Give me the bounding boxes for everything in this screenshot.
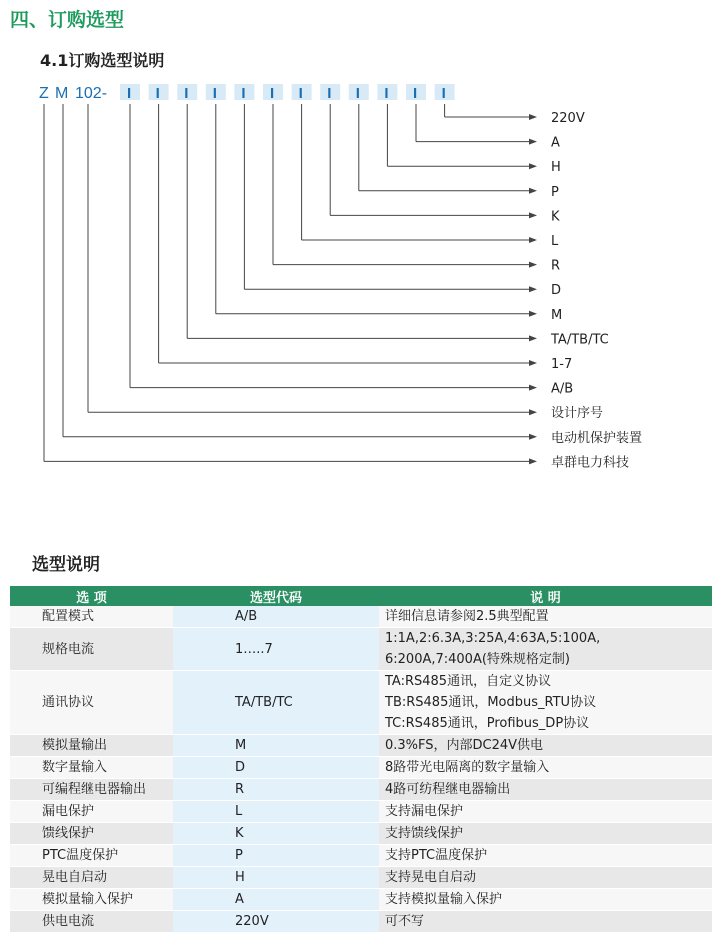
table-row <box>10 889 712 911</box>
code-prefix-0: Z <box>39 85 49 102</box>
code-cell: A <box>173 889 379 911</box>
description-line: TB:RS485通讯，Modbus_RTU协议 <box>385 695 597 710</box>
leader-arrow-2 <box>529 163 537 169</box>
code-cell: P <box>173 845 379 867</box>
description-line: 支持漏电保护 <box>385 804 464 819</box>
option-cell: 模拟量输出 <box>10 735 173 757</box>
option-cell: 晃电自启动 <box>10 867 173 889</box>
code-cell: D <box>173 757 379 779</box>
table-row <box>10 757 712 779</box>
table-row <box>10 911 712 933</box>
code-label-2: H <box>551 160 561 176</box>
leader-arrow-1 <box>529 139 537 145</box>
option-cell: 馈线保护 <box>10 823 173 845</box>
description-line: 支持PTC温度保护 <box>385 848 488 863</box>
option-cell: 供电电流 <box>10 911 173 933</box>
leader-arrow-6 <box>529 262 537 268</box>
option-cell: 漏电保护 <box>10 801 173 823</box>
leader-arrow-4 <box>529 212 537 218</box>
code-cell: L <box>173 801 379 823</box>
code-label-5: L <box>551 234 559 249</box>
leader-arrow-13 <box>529 434 537 440</box>
code-cell: TA/TB/TC <box>173 671 379 735</box>
description-line: 可不写 <box>385 914 425 929</box>
header-code: 选型代码 <box>173 586 379 606</box>
table-row <box>10 779 712 801</box>
description-line: TA:RS485通讯，自定义协议 <box>385 674 552 689</box>
code-label-13: 电动机保护装置 <box>551 430 643 446</box>
subheading: 4.1订购选型说明 <box>40 51 165 70</box>
description-cell <box>379 911 712 933</box>
leader-arrow-5 <box>529 237 537 243</box>
description-line: 详细信息请参阅2.5典型配置 <box>385 609 549 624</box>
description-line: 8路带光电隔离的数字量输入 <box>385 760 550 775</box>
code-cell: A/B <box>173 606 379 628</box>
table-row <box>10 845 712 867</box>
description-cell <box>379 801 712 823</box>
code-label-6: R <box>551 258 561 274</box>
code-slot-0: I <box>127 85 132 102</box>
code-prefix-1: M <box>55 85 69 102</box>
description-line: 支持馈线保护 <box>385 826 464 841</box>
description-line: 支持晃电自启动 <box>385 870 477 885</box>
code-label-14: 卓群电力科技 <box>551 455 630 471</box>
description-line: 0.3%FS，内部DC24V供电 <box>385 738 544 753</box>
section-heading: 四、订购选型 <box>10 9 125 31</box>
selection-table <box>10 586 712 933</box>
option-cell: 规格电流 <box>10 628 173 671</box>
header-option: 选 项 <box>10 586 173 606</box>
code-prefix-2: 102- <box>75 85 108 102</box>
code-slot-1: I <box>155 85 160 102</box>
code-slot-10: I <box>413 85 418 102</box>
leader-arrow-3 <box>529 188 537 194</box>
leader-arrow-11 <box>529 385 537 391</box>
description-cell <box>379 606 712 628</box>
description-cell <box>379 845 712 867</box>
code-label-4: K <box>551 209 560 225</box>
code-cell: 220V <box>173 911 379 933</box>
description-cell <box>379 867 712 889</box>
table-title: 选型说明 <box>32 555 100 575</box>
code-slot-11: I <box>441 85 446 102</box>
description-cell <box>379 757 712 779</box>
leader-arrow-14 <box>529 458 537 464</box>
code-label-8: M <box>551 307 563 323</box>
option-cell: 配置模式 <box>10 606 173 628</box>
code-label-1: A <box>551 135 560 151</box>
code-slot-8: I <box>355 85 360 102</box>
code-slot-7: I <box>327 85 332 102</box>
code-cell: H <box>173 867 379 889</box>
code-label-11: A/B <box>551 381 574 397</box>
description-line: TC:RS485通讯，Profibus_DP协议 <box>385 716 590 731</box>
table-row <box>10 735 712 757</box>
table-header-row <box>10 586 712 606</box>
table-row <box>10 628 712 671</box>
code-slot-2: I <box>184 85 189 102</box>
description-cell <box>379 779 712 801</box>
description-line: 4路可纺程继电器输出 <box>385 782 511 797</box>
option-cell: PTC温度保护 <box>10 845 173 867</box>
code-slot-9: I <box>384 85 389 102</box>
leader-arrow-0 <box>529 114 537 120</box>
description-line: 1:1A,2:6.3A,3:25A,4:63A,5:100A, <box>385 631 601 646</box>
leader-arrow-10 <box>529 360 537 366</box>
leader-arrow-7 <box>529 286 537 292</box>
code-cell: M <box>173 735 379 757</box>
code-slot-6: I <box>298 85 303 102</box>
code-slot-3: I <box>212 85 217 102</box>
leader-arrow-9 <box>529 335 537 341</box>
code-label-7: D <box>551 283 562 299</box>
code-slot-5: I <box>270 85 275 102</box>
description-cell <box>379 628 712 671</box>
table-row <box>10 867 712 889</box>
code-cell: K <box>173 823 379 845</box>
option-cell: 模拟量输入保护 <box>10 889 173 911</box>
code-label-0: 220V <box>551 111 585 126</box>
description-cell <box>379 823 712 845</box>
table-row <box>10 823 712 845</box>
code-cell: R <box>173 779 379 801</box>
header-description: 说 明 <box>379 586 712 606</box>
leader-arrow-12 <box>529 409 537 415</box>
code-label-10: 1-7 <box>551 357 573 372</box>
description-cell <box>379 889 712 911</box>
description-line: 6:200A,7:400A(特殊规格定制) <box>385 652 570 667</box>
code-label-3: P <box>551 184 559 200</box>
code-label-9: TA/TB/TC <box>551 332 609 348</box>
table-row <box>10 801 712 823</box>
option-cell: 可编程继电器输出 <box>10 779 173 801</box>
option-cell: 通讯协议 <box>10 671 173 735</box>
code-slot-4: I <box>241 85 246 102</box>
table-row <box>10 671 712 735</box>
code-cell: 1…..7 <box>173 628 379 671</box>
table-row <box>10 606 712 628</box>
description-cell <box>379 735 712 757</box>
option-cell: 数字量输入 <box>10 757 173 779</box>
code-label-12: 设计序号 <box>551 406 604 422</box>
description-cell <box>379 671 712 735</box>
description-line: 支持模拟量输入保护 <box>385 892 503 907</box>
leader-arrow-8 <box>529 311 537 317</box>
